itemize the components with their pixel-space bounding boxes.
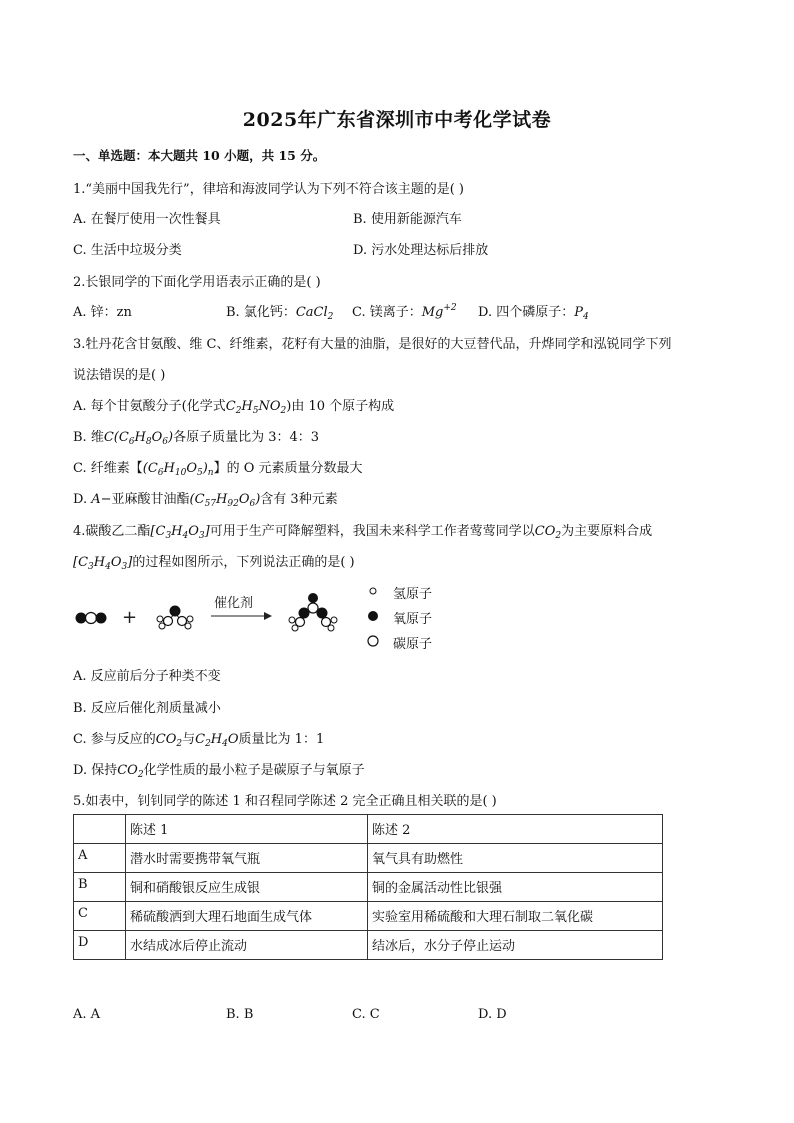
arrow-head-icon [264, 612, 272, 620]
table-cell: 铜的金属活动性比银强 [368, 873, 663, 902]
table-header-row [74, 815, 663, 844]
q5-option-a: A. A [73, 1007, 101, 1022]
q2-option-b: B. 氯化钙：CaCl$_2$ [226, 305, 334, 322]
q1-option-a: A. 在餐厅使用一次性餐具 [73, 212, 221, 227]
q5-option-c: C. C [352, 1007, 380, 1022]
table-cell: C [74, 902, 126, 931]
legend-hydrogen: 氢原子 [393, 587, 433, 602]
product-molecule [289, 593, 337, 631]
q5-option-b: B. B [226, 1007, 254, 1022]
q5-table [73, 814, 663, 960]
q4-option-d: D. 保持$CO_2$化学性质的最小粒子是碳原子与氧原子 [73, 763, 365, 780]
q3-option-b: B. 维$C(C_6H_8O_6)$各原子质量比为 3：4：3 [73, 430, 320, 447]
q4-option-b: B. 反应后催化剂质量减小 [73, 701, 221, 716]
q5-option-d: D. D [478, 1007, 507, 1022]
table-cell: 铜和硝酸银反应生成银 [126, 873, 368, 902]
table-header-cell [74, 815, 126, 844]
table-row [74, 931, 663, 960]
table-header-cell: 陈述 1 [126, 815, 368, 844]
q3-option-d: D. A−亚麻酸甘油酯$(C_{57}H_{92}O_6)$含有 3种元素 [73, 492, 338, 509]
legend-oxygen: 氧原子 [393, 612, 433, 627]
q1-option-c: C. 生活中垃圾分类 [73, 243, 182, 258]
q3-stem-line1: 3.牡丹花含甘氨酸、维 C、纤维素，花籽有大量的油脂，是很好的大豆替代品，升烨同学和泓锐同学下列 [73, 337, 672, 352]
q2-stem: 2.长银同学的下面化学用语表示正确的是( ) [73, 275, 321, 290]
hydrogen-atom-icon [370, 588, 376, 594]
q4-option-c: C. 参与反应的$CO_2$与$C_2H_4O$质量比为 1：1 [73, 732, 325, 749]
reactant-molecule-2 [157, 606, 193, 630]
table-cell: 结冰后，水分子停止运动 [368, 931, 663, 960]
q4-stem-line1: 4.碳酸乙二酯$[C_3H_4O_3]$可用于生产可降解塑料，我国未来科学工作者莺莺同学以$CO_2$为主要原料合成 [73, 524, 653, 541]
table-cell: A [74, 844, 126, 873]
carbon-atom-icon [368, 636, 378, 646]
q4-stem-line2: $[C_3H_4O_3]$的过程如图所示，下列说法正确的是( ) [73, 555, 355, 572]
table-row [74, 844, 663, 873]
co2-molecule [76, 613, 107, 624]
q2-option-d: D. 四个磷原子：$P_4$ [478, 305, 589, 322]
oxygen-atom-icon [368, 611, 378, 621]
table-row [74, 902, 663, 931]
q1-option-d: D. 污水处理达标后排放 [353, 243, 489, 258]
catalyst-label: 催化剂 [214, 596, 254, 611]
table-header-cell: 陈述 2 [368, 815, 663, 844]
table-cell: B [74, 873, 126, 902]
table-row [74, 873, 663, 902]
q2-option-c: C. 镁离子：$Mg^{+2}$ [352, 303, 457, 320]
q3-option-a: A. 每个甘氨酸分子(化学式$C_2H_5NO_2$)由 10 个原子构成 [73, 399, 395, 416]
q1-stem: 1.“美丽中国我先行”，律培和海波同学认为下列不符合该主题的是( ) [73, 182, 464, 197]
exam-title: 2025年广东省深圳市中考化学试卷 [242, 109, 552, 131]
q5-stem: 5.如表中，钊钊同学的陈述 1 和召程同学陈述 2 完全正确且相关联的是( ) [73, 794, 497, 809]
legend-carbon: 碳原子 [393, 637, 433, 652]
plus-sign: + [122, 607, 138, 628]
table-cell: 水结成冰后停止流动 [126, 931, 368, 960]
table-cell: D [74, 931, 126, 960]
q4-option-a: A. 反应前后分子种类不变 [73, 669, 221, 684]
table-cell: 氧气具有助燃性 [368, 844, 663, 873]
q3-stem-line2: 说法错误的是( ) [73, 368, 166, 383]
q1-option-b: B. 使用新能源汽车 [353, 212, 462, 227]
section-heading: 一、单选题：本大题共 10 小题，共 15 分。 [73, 148, 326, 163]
table-cell: 稀硫酸洒到大理石地面生成气体 [126, 902, 368, 931]
table-cell: 潜水时需要携带氧气瓶 [126, 844, 368, 873]
table-cell: 实验室用稀硫酸和大理石制取二氧化碳 [368, 902, 663, 931]
q2-option-a: A. 锌：zn [73, 305, 132, 320]
q3-option-c: C. 纤维素【$(C_6H_{10}O_5)_n$】的 O 元素质量分数最大 [73, 461, 363, 478]
